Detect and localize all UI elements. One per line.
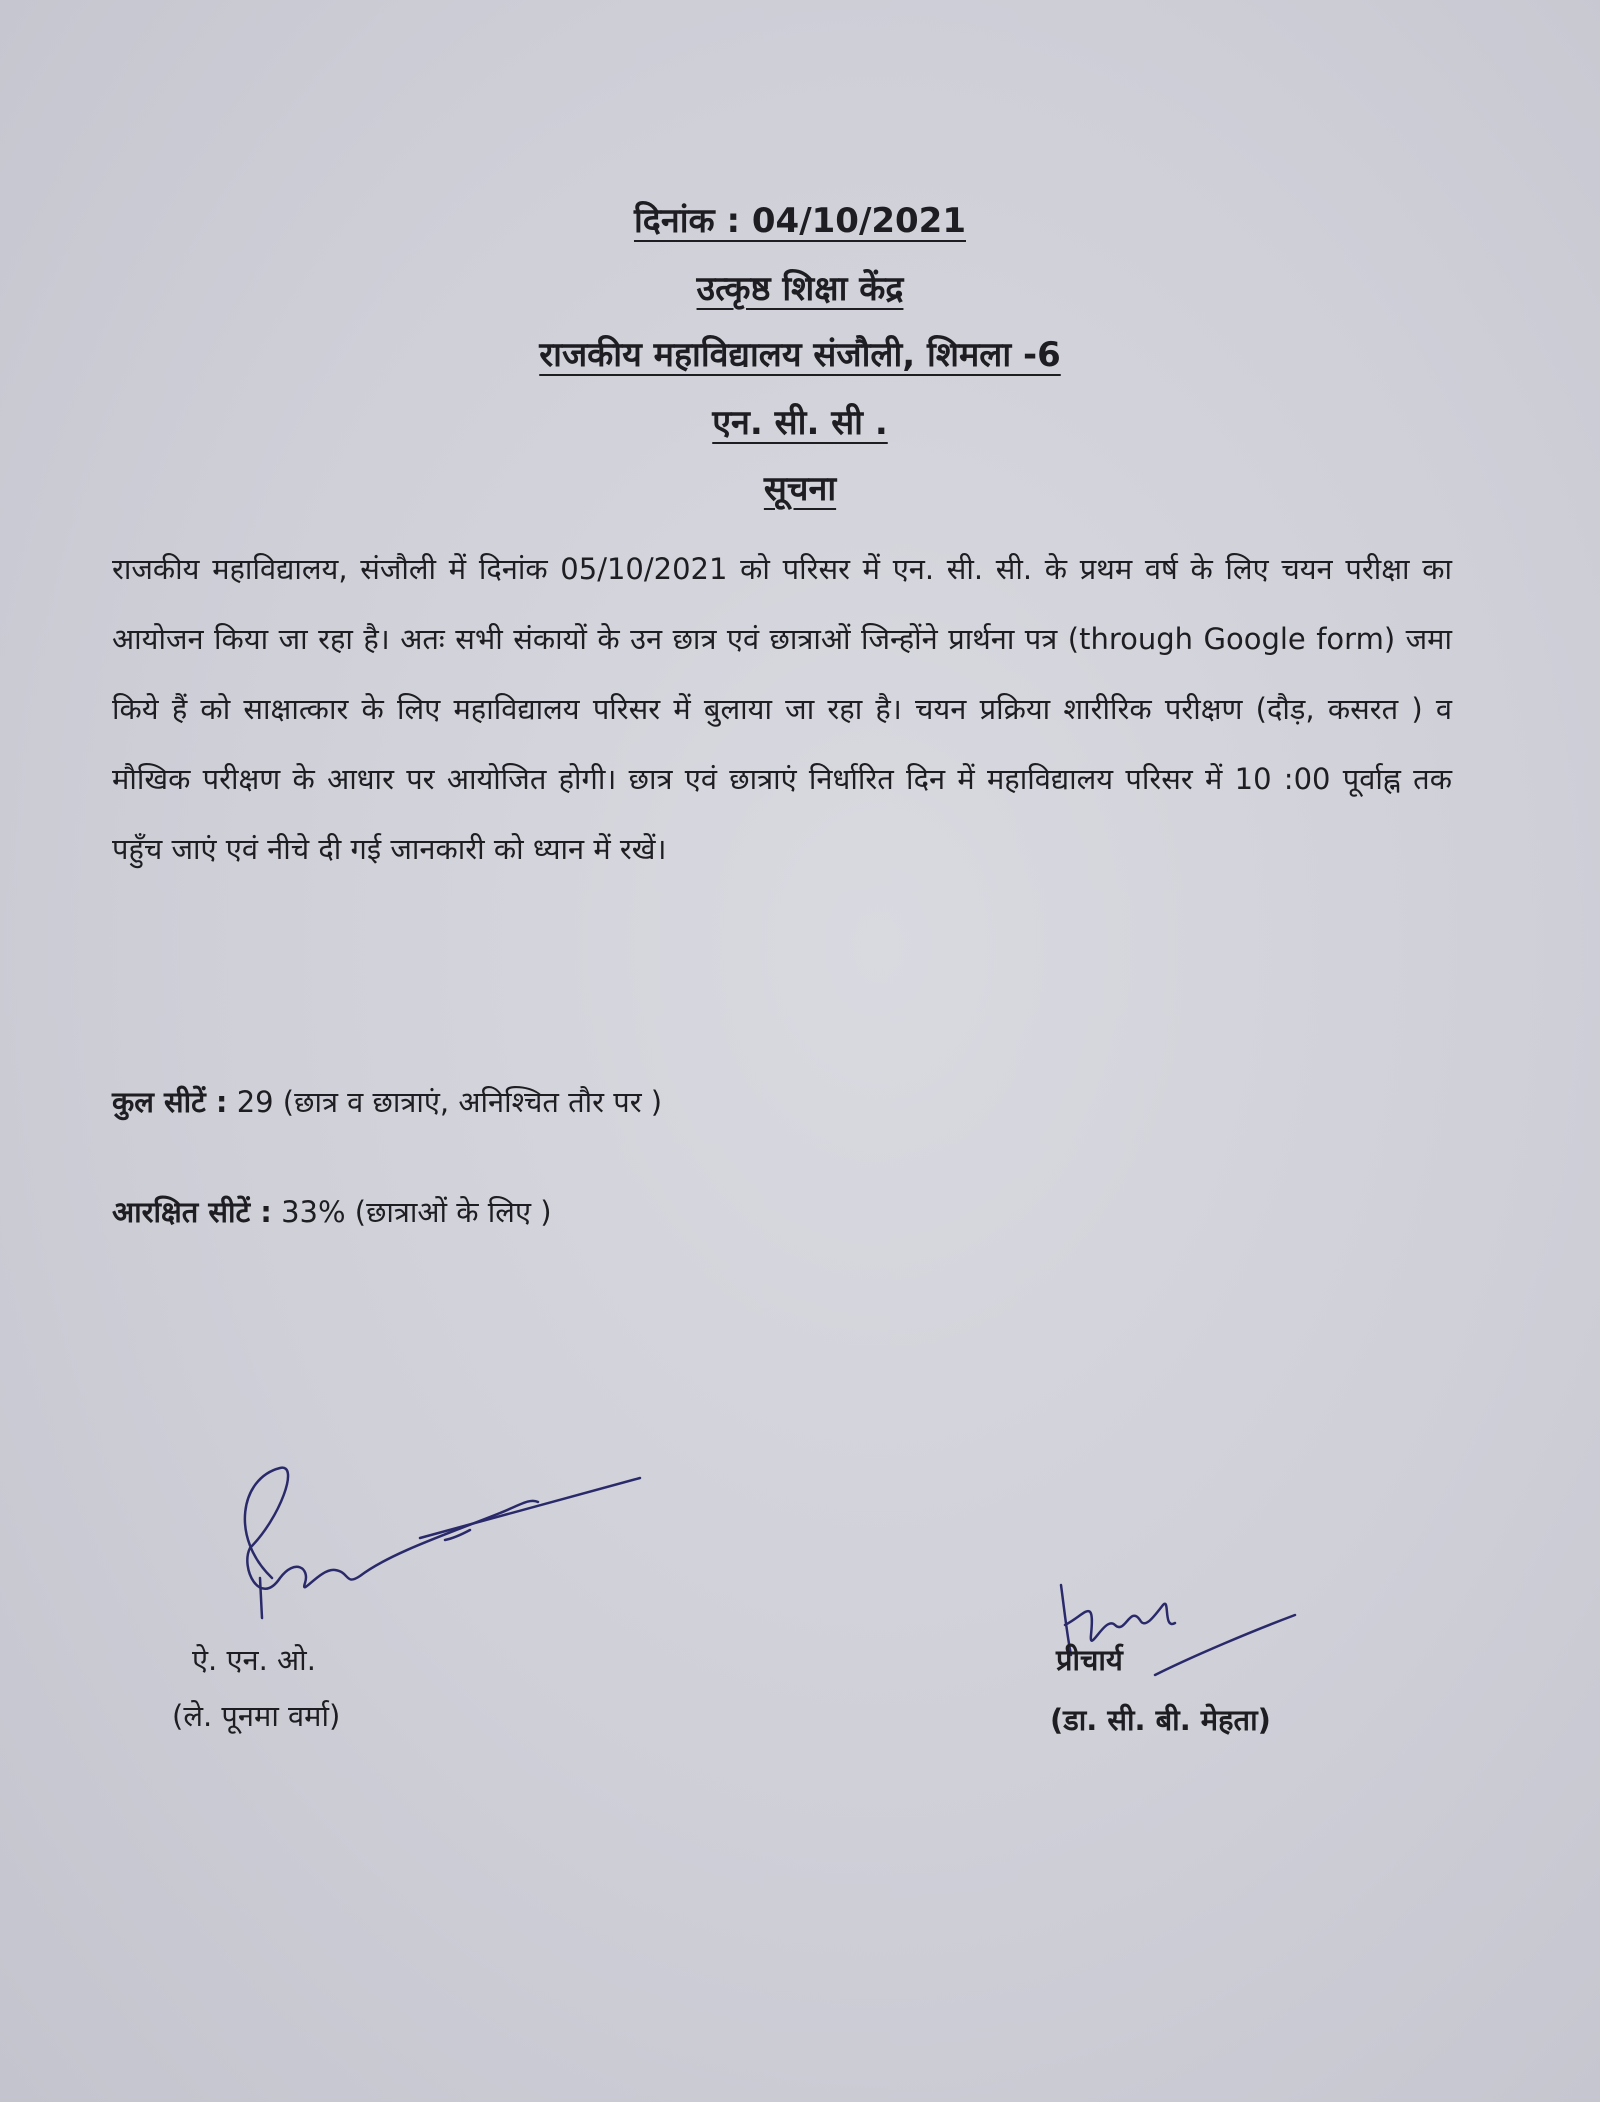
ano-name: (ले. पूनमा वर्मा): [172, 1699, 341, 1733]
center-title: उत्कृष्ठ शिक्षा केंद्र: [696, 269, 904, 309]
ano-title: ऐ. एन. ओ.: [192, 1643, 316, 1677]
college-name: राजकीय महाविद्यालय संजौली, शिमला -6: [539, 335, 1061, 375]
total-seats-value: 29 (छात्र व छात्राएं, अनिश्चित तौर पर ): [236, 1085, 663, 1119]
notice-title: सूचना: [763, 469, 837, 509]
reserved-seats: [112, 1192, 552, 1231]
total-seats-label: कुल सीटें :: [112, 1085, 228, 1119]
principal-title: प्रीचार्य: [1056, 1643, 1123, 1677]
total-seats: [112, 1082, 662, 1121]
ncc-unit: एन. सी. सी .: [712, 403, 888, 443]
principal-name: (डा. सी. बी. मेहता): [1050, 1703, 1271, 1737]
notice-date: दिनांक : 04/10/2021: [633, 201, 966, 241]
reserved-seats-value: 33% (छात्राओं के लिए ): [281, 1195, 552, 1229]
reserved-seats-label: आरक्षित सीटें :: [112, 1195, 272, 1229]
ano-signature: [220, 1458, 650, 1628]
notice-paragraph: राजकीय महाविद्यालय, संजौली में दिनांक 05/10/2021 को परिसर में एन. सी. सी. के प्रथम वर्ष के लिए चयन परीक्षा का आयोजन किया जा रहा है। अतः सभी संकायों के उन छात्र एवं छात्राओं जिन्होंने प्रार्थना पत्र (through Google form) जमा किये हैं को साक्षात्कार के लिए महाविद्यालय परिसर में बुलाया जा रहा है। चयन प्रक्रिया शारीरिक परीक्षण (दौड़, कसरत ) व मौखिक परीक्षण के आधार पर आयोजित होगी। छात्र एवं छात्राएं निर्धारित दिन में महाविद्यालय परिसर में 10 :00 पूर्वाह्न तक पहुँच जाएं एवं नीचे दी गई जानकारी को ध्यान में रखें।: [112, 552, 1452, 866]
